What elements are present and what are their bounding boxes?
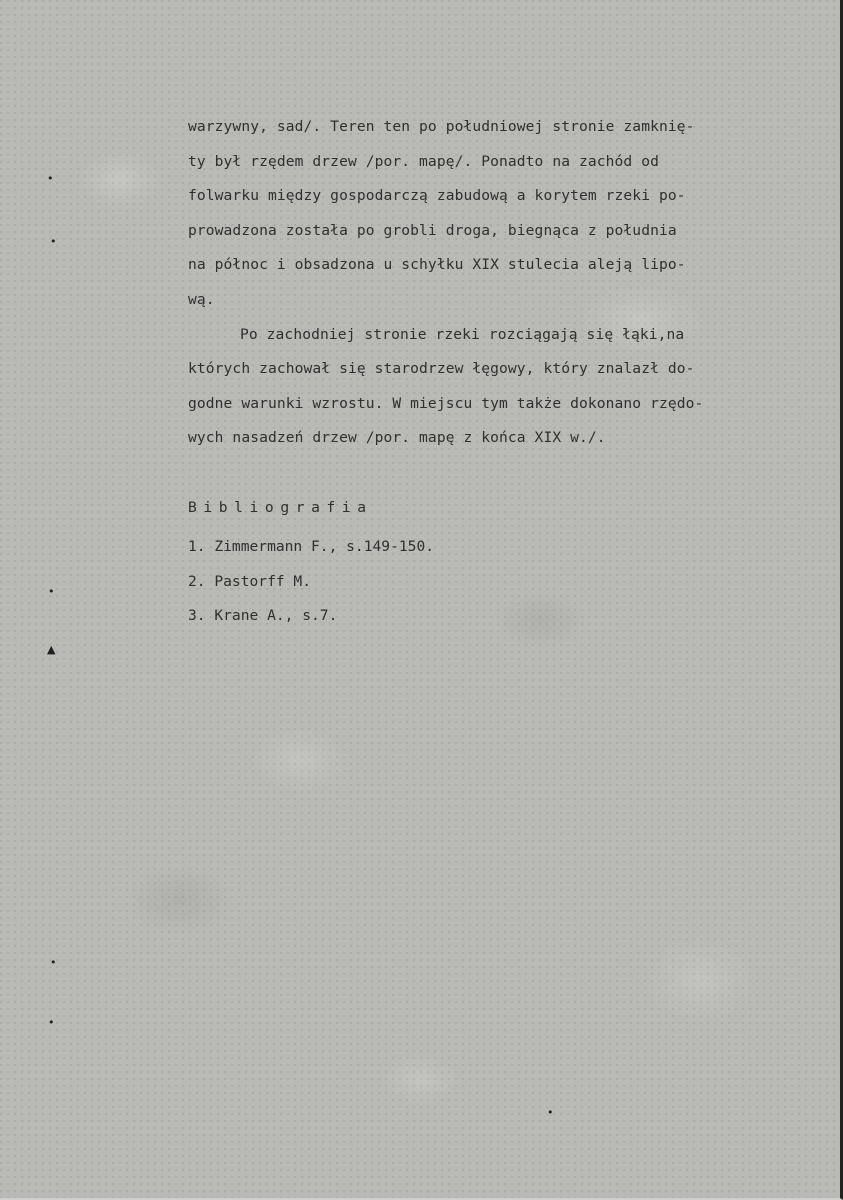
bibliography-heading: Bibliografia (188, 499, 373, 516)
text-line: których zachował się starodrzew łęgowy, który znalazł do- (188, 360, 695, 378)
text-line: ty był rzędem drzew /por. mapę/. Ponadto na zachód od (188, 152, 659, 170)
paragraph-start-line: Po zachodniej stronie rzeki rozciągają się łąki,na (240, 325, 685, 343)
text-line: wych nasadzeń drzew /por. mapę z końca XIX w./. (188, 429, 606, 447)
text-line: prowadzona została po grobli droga, biegnąca z południa (188, 221, 677, 239)
bibliography-item: 3. Krane A., s.7. (188, 607, 338, 624)
text-line: godne warunki wzrostu. W miejscu tym także dokonano rzędo- (188, 394, 704, 412)
body-text (188, 110, 788, 456)
margin-speck: • (50, 235, 57, 248)
bibliography-item: 1. Zimmermann F., s.149-150. (188, 538, 435, 555)
text-line: wą. (188, 290, 215, 308)
margin-speck: • (50, 956, 57, 969)
margin-speck: • (47, 172, 54, 185)
text-line: warzywny, sad/. Teren ten po południowej stronie zamknię- (188, 118, 695, 135)
text-line: folwarku między gospodarczą zabudową a korytem rzeki po- (188, 187, 686, 205)
margin-speck: • (48, 1016, 55, 1029)
bibliography-item: 2. Pastorff M. (188, 572, 312, 590)
margin-speck: • (48, 585, 55, 598)
text-line: na północ i obsadzona u schyłku XIX stulecia aleją lipo- (188, 256, 686, 274)
bibliography-section (188, 492, 688, 634)
margin-speck: • (547, 1106, 554, 1119)
margin-speck: ▲ (47, 643, 56, 656)
